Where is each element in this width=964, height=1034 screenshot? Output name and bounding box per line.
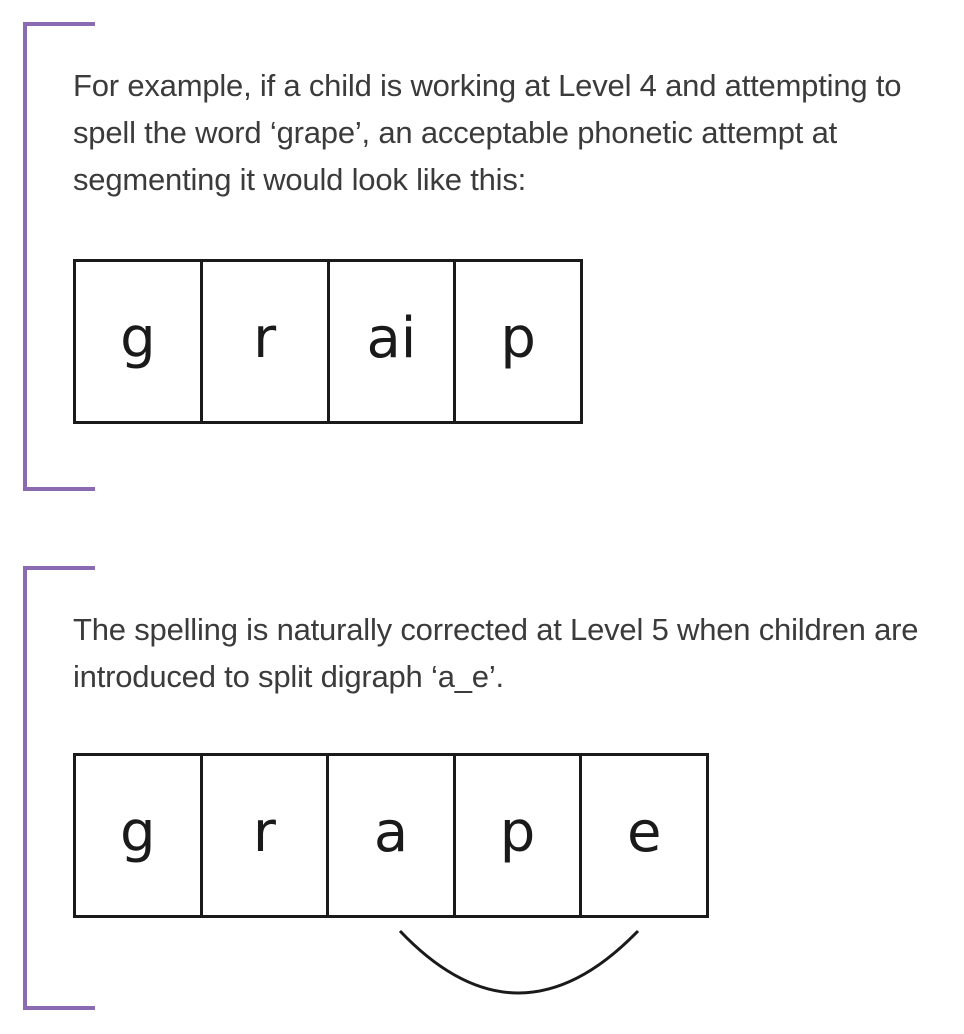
grapheme-cell: g	[76, 756, 203, 915]
grapheme-cell: a	[329, 756, 456, 915]
grapheme-cell: p	[500, 306, 536, 371]
grapheme-cell: ai	[330, 262, 457, 421]
grapheme-cell: p	[456, 756, 583, 915]
grapheme-cell: r	[203, 262, 330, 421]
example-paragraph: For example, if a child is working at Level 4 and attempting to spell the word ‘grape’, an acceptable phonetic attempt at segmenting it would look like this:	[73, 68, 902, 197]
phonetic-attempt-grid	[73, 259, 583, 424]
correction-paragraph: The spelling is naturally corrected at Level 5 when children are introduced to split digraph ‘a_e’.	[73, 612, 919, 694]
corrected-spelling-grid	[73, 753, 709, 918]
grapheme-cell: r	[203, 756, 330, 915]
grapheme-cell: e	[626, 800, 662, 865]
grapheme-cell: g	[76, 262, 203, 421]
split-digraph-arc	[390, 925, 650, 1005]
